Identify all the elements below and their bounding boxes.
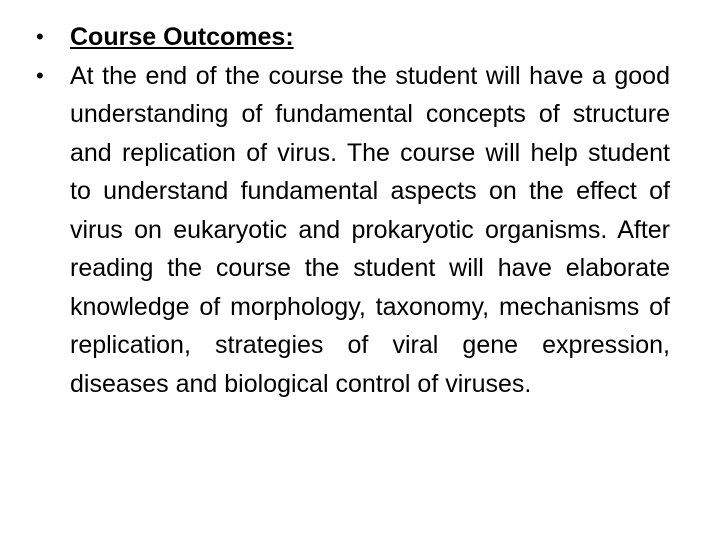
bullet-list bbox=[30, 18, 670, 403]
course-outcomes-description: At the end of the course the student will have a good understanding of fundamental concepts of structure and replication of virus. The course will help student to understand fundamental aspects on the effect of virus on eukaryotic and prokaryotic organisms. After reading the course the student will have elaborate knowledge of morphology, taxonomy, mechanisms of replication, strategies of viral gene expression, diseases and biological control of viruses. bbox=[70, 61, 670, 398]
bullet-item-heading bbox=[30, 18, 670, 57]
bullet-marker: • bbox=[36, 24, 44, 49]
bullet-item-description bbox=[30, 57, 670, 404]
course-outcomes-heading: Course Outcomes: bbox=[70, 23, 294, 51]
bullet-marker: • bbox=[36, 62, 44, 88]
